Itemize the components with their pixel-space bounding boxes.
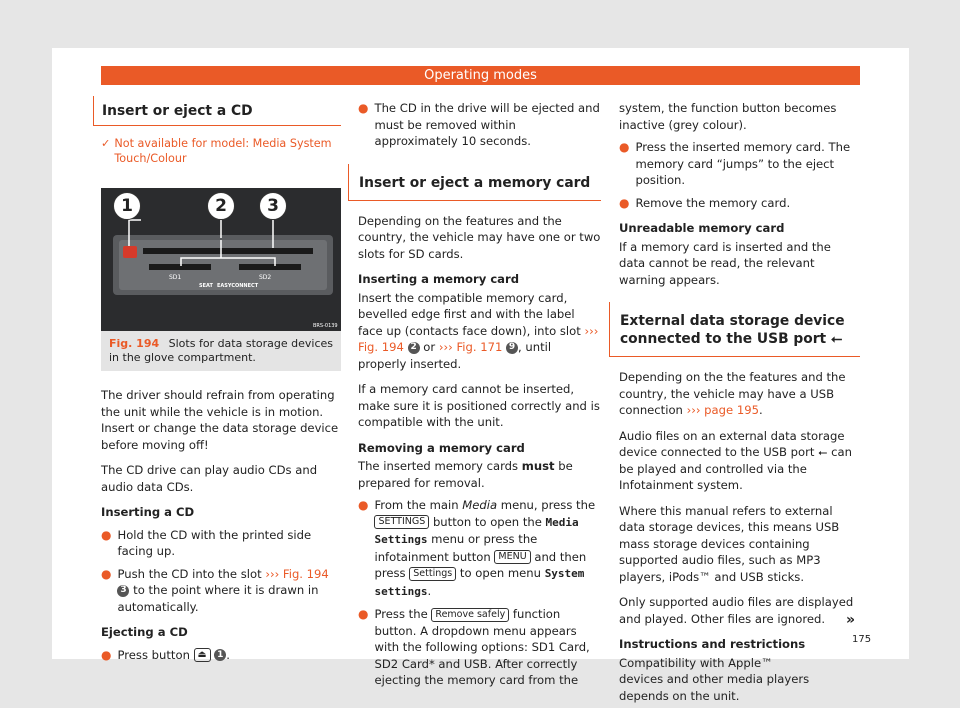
paragraph: system, the function button becomes inactive (grey colour).: [619, 101, 837, 132]
subheading-unreadable-card: Unreadable memory card: [619, 221, 785, 235]
bullet-icon: ●: [358, 498, 369, 512]
eject-key-icon: ⏏: [194, 648, 211, 662]
list-item: ● The CD in the drive will be ejected and must be removed within approximately 10 seconds.: [358, 101, 600, 148]
column-1: [101, 96, 341, 663]
list-item: ● Remove the memory card.: [619, 195, 791, 210]
paragraph: Depending on the features and the country, the vehicle may have one or two slots for SD cards.: [358, 213, 601, 261]
menu-key: MENU: [494, 550, 530, 564]
availability-note: [101, 136, 341, 166]
brand-label-a: SEAT: [199, 283, 213, 289]
callout-ref: 9: [506, 342, 518, 354]
settings-key: SETTINGS: [374, 515, 429, 529]
page-number: 175: [852, 634, 872, 645]
list-item: ● Hold the CD with the printed side facing up.: [101, 527, 312, 558]
bullet-icon: ●: [358, 607, 369, 621]
bullet-icon: ●: [619, 195, 630, 210]
figure-link[interactable]: ››› Fig. 171: [438, 340, 503, 354]
paragraph: Only supported audio files are displayed and played. Other files are ignored.: [619, 595, 854, 626]
heading-usb-storage: External data storage device connected to the USB port ⭠: [609, 302, 860, 357]
list-item: ● Press button ⏏ 1 .: [101, 647, 230, 662]
paragraph: The CD drive can play audio CDs and audio data CDs.: [101, 463, 318, 494]
page-link[interactable]: ››› page 195: [686, 403, 759, 417]
continued-marker: »: [846, 612, 856, 628]
paragraph: The driver should refrain from operating the unit while the vehicle is in motion. Insert or change the data storage device before moving off!: [101, 388, 339, 452]
callout-ref: 2: [408, 342, 420, 354]
section-banner: Operating modes: [101, 66, 860, 85]
callout-1: 1: [113, 192, 141, 220]
settings-function-button: Settings: [409, 567, 456, 581]
paragraph: If a memory card is inserted and the data cannot be read, the relevant warning appears.: [619, 239, 831, 287]
menu-name: System settings: [374, 567, 585, 598]
subheading-removing-card: Removing a memory card: [358, 440, 525, 455]
bullet-icon: ●: [101, 527, 112, 542]
paragraph: The inserted memory cards must be prepared for removal.: [358, 459, 573, 490]
menu-name: Media Settings: [374, 515, 579, 546]
subheading-instructions: Instructions and restrictions: [619, 637, 806, 651]
brand-label-b: EASYCONNECT: [217, 283, 259, 289]
figure-link[interactable]: ››› Fig. 194: [358, 323, 599, 354]
list-item: ● Press the inserted memory card. The memory card “jumps” to the eject position.: [619, 140, 851, 187]
figure-caption: [101, 331, 341, 371]
paragraph: If a memory card cannot be inserted, make sure it is positioned correctly and is compatible with the unit.: [358, 382, 600, 429]
callout-ref: 3: [117, 585, 129, 597]
subheading-ejecting-cd: Ejecting a CD: [101, 625, 188, 639]
paragraph: Where this manual refers to external data storage devices, this means USB mass storage devices containing supported audio files, such as MP3 players, iPods™ and USB sticks.: [619, 503, 840, 584]
remove-safely-button: Remove safely: [431, 608, 509, 622]
list-item: ● Press the Remove safely function button. A dropdown menu appears with the following options: SD1 Card, SD2 Card* and USB. After correctly ejecting the memory card from the: [358, 607, 590, 687]
subheading-inserting-cd: Inserting a CD: [101, 505, 195, 519]
figure-code: BRS-0139: [313, 323, 338, 329]
column-2: [358, 96, 601, 689]
figure-number: Fig. 194: [109, 337, 160, 350]
bullet-icon: ●: [101, 647, 112, 662]
callout-ref: 1: [214, 649, 226, 661]
usb-icon: ⭠: [830, 331, 842, 347]
callout-2: 2: [207, 192, 235, 220]
figure-link[interactable]: ››› Fig. 194: [265, 566, 329, 581]
bullet-icon: ●: [101, 566, 112, 581]
column-3: [619, 96, 860, 704]
list-item: ● From the main Media menu, press the SETTINGS button to open the Media Settings menu or press the infotainment button MENU and then press Settings to open menu System settings.: [358, 497, 601, 600]
paragraph: Depending on the the features and the country, the vehicle may have a USB connection ››› page 195.: [619, 370, 846, 417]
callout-3: 3: [259, 192, 287, 220]
usb-icon: ⭠: [818, 445, 828, 459]
subheading-inserting-card: Inserting a memory card: [358, 272, 520, 286]
sd1-label: SD1: [169, 274, 182, 281]
paragraph: Insert the compatible memory card, bevelled edge first and with the label face up (contacts face down), into slot ››› Fig. 194 2 or ››› Fig. 171 9 , until properly inserted.: [358, 290, 599, 371]
bullet-icon: ●: [619, 140, 630, 154]
paragraph: Audio files on an external data storage device connected to the USB port ⭠ can be played and controlled via the Infotainment system.: [619, 428, 852, 492]
bullet-icon: ●: [358, 101, 369, 115]
check-icon: ✓: [101, 137, 111, 150]
figure-194: [101, 188, 341, 331]
sd2-label: SD2: [259, 274, 272, 281]
heading-insert-eject-cd: Insert or eject a CD: [93, 96, 341, 126]
paragraph: Compatibility with Apple™ devices and other media players depends on the unit.: [619, 655, 810, 703]
figure-caption-text: Slots for data storage devices in the glove compartment.: [109, 337, 333, 364]
list-item: ● Push the CD into the slot ››› Fig. 194 3 to the point where it is drawn in automatically.: [101, 566, 329, 614]
heading-memory-card: Insert or eject a memory card: [348, 164, 601, 201]
availability-note-text: Not available for model: Media System Touch/Colour: [114, 137, 332, 165]
